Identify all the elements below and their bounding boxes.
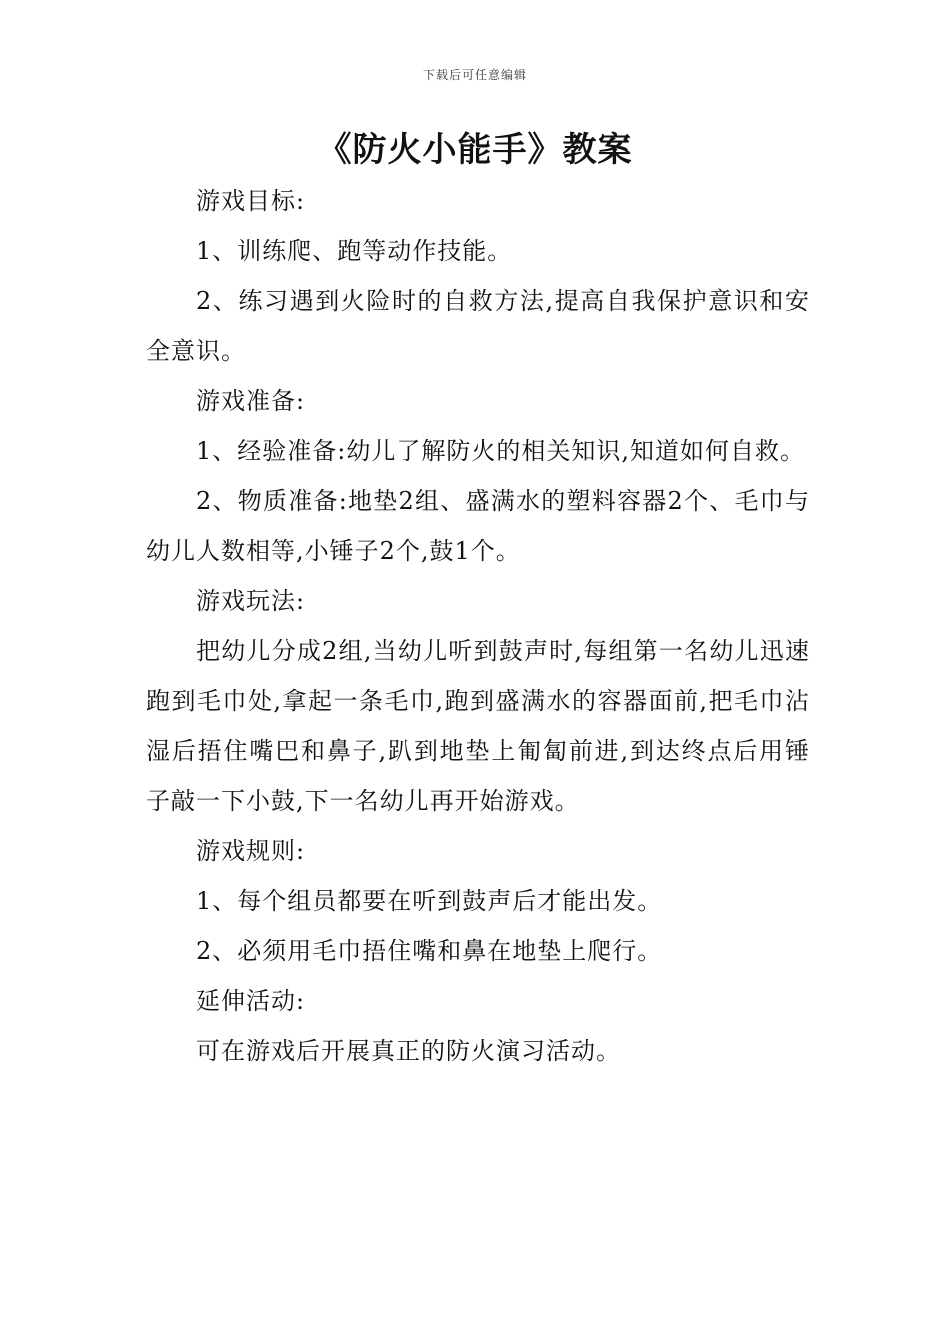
document-title: 《防火小能手》教案 xyxy=(317,130,633,170)
rule-item-2: 2、必须用毛巾捂住嘴和鼻在地垫上爬行。 xyxy=(196,937,663,965)
goal-item-2: 2、练习遇到火险时的自救方法,提高自我保护意识和安全意识。 xyxy=(146,287,810,365)
section-heading-preparation: 游戏准备: xyxy=(196,387,306,415)
section-heading-goals: 游戏目标: xyxy=(196,187,306,215)
preparation-item-1: 1、经验准备:幼儿了解防火的相关知识,知道如何自救。 xyxy=(196,437,805,465)
document-body xyxy=(146,176,810,1076)
section-heading-gameplay: 游戏玩法: xyxy=(196,587,306,615)
gameplay-description: 把幼儿分成2组,当幼儿听到鼓声时,每组第一名幼儿迅速跑到毛巾处,拿起一条毛巾,跑到盛满水的容器面前,把毛巾沾湿后捂住嘴巴和鼻子,趴到地垫上匍匐前进,到达终点后用锤子敲一下小鼓,下一名幼儿再开始游戏。 xyxy=(146,637,810,815)
rule-item-1: 1、每个组员都要在听到鼓声后才能出发。 xyxy=(196,887,663,915)
section-heading-rules: 游戏规则: xyxy=(196,837,306,865)
goal-item-1: 1、训练爬、跑等动作技能。 xyxy=(196,237,513,265)
section-heading-extension: 延伸活动: xyxy=(196,987,306,1015)
extension-description: 可在游戏后开展真正的防火演习活动。 xyxy=(196,1037,621,1065)
header-note: 下载后可任意编辑 xyxy=(422,68,527,82)
preparation-item-2: 2、物质准备:地垫2组、盛满水的塑料容器2个、毛巾与幼儿人数相等,小锤子2个,鼓1个。 xyxy=(146,487,810,565)
